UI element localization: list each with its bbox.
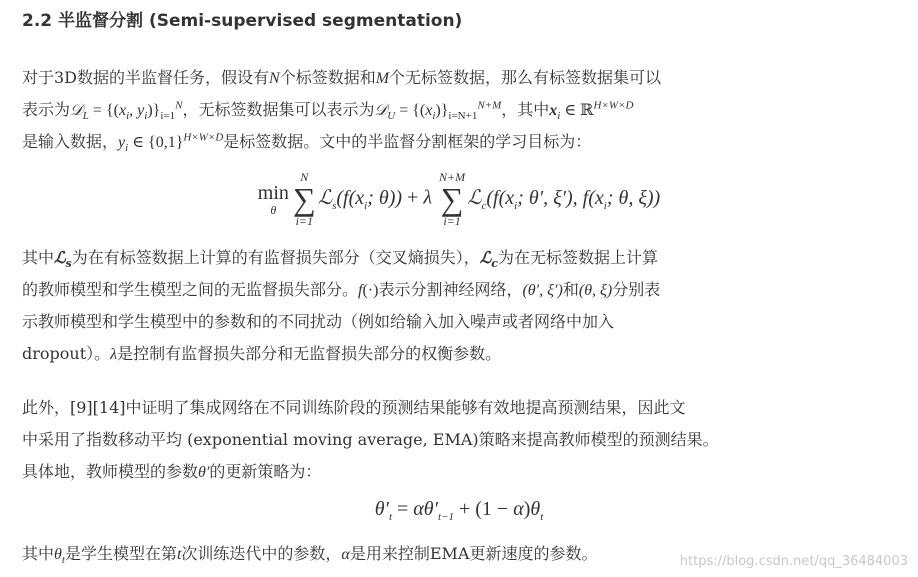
paragraph-4-line-1: 其中$\theta_t$是学生模型在第t次训练迭代中的参数，α是用来控制EMA更新速度的参数。 (22, 544, 598, 567)
text-segment: 个标签数据和 (279, 68, 376, 87)
section-number: 2.2 (22, 11, 53, 31)
paragraph-2-line-3 (22, 306, 902, 338)
text-segment: dropout）。 (22, 344, 111, 363)
text-segment: 是用来控制EMA更新速度的参数。 (349, 544, 598, 563)
paragraph-1-line-3 (22, 126, 902, 158)
unlabeled-set-formula: 𝒟$_U$ = $\{(x_i)\}_{i=N+1}^{N+M}$ (374, 99, 502, 123)
paragraph-3-line-1 (22, 392, 902, 424)
text-segment: 具体地，教师模型的参数 (22, 462, 199, 481)
ema-equation: $\theta'_t = \alpha\theta'_{t-1} + (1 - \alpha)\theta_t$ (374, 498, 544, 523)
text-segment: 分别表 (612, 280, 661, 299)
text-segment: ，无标签数据集可以表示为 (182, 100, 375, 119)
paragraph-3 (22, 392, 902, 488)
paragraph-1 (22, 62, 902, 158)
paragraph-3-line-3: 具体地，教师模型的参数θ′的更新策略为： (22, 462, 322, 481)
text-segment: 对于3D数据的半监督任务，假设有 (22, 68, 270, 87)
text-segment: 的教师模型和学生模型之间的无监督损失部分。 (22, 280, 359, 299)
text-segment: 次训练迭代中的参数， (181, 544, 342, 563)
paragraph-1-line-2 (22, 94, 902, 126)
paragraph-2-line-4: dropout）。λ是控制有监督损失部分和无监督损失部分的权衡参数。 (22, 344, 502, 363)
text-segment: 此外，[9][14]中证明了集成网络在不同训练阶段的预测结果能够有效地提高预测结果，因此文 (22, 398, 686, 417)
section-title-en: (Semi-supervised segmentation) (148, 11, 463, 31)
text-segment: 是标签数据。文中的半监督分割框架的学习目标为： (223, 132, 592, 151)
paragraph-2-line-2: 的教师模型和学生模型之间的无监督损失部分。f(·)表示分割神经网络，(θ′, ξ′)和(θ, ξ)分别表 (22, 280, 661, 299)
paragraph-1-line-1: 对于3D数据的半监督任务，假设有N个标签数据和M个无标签数据，那么有标签数据集可以 (22, 68, 662, 87)
text-segment: 的更新策略为： (209, 462, 322, 481)
input-domain-formula: $x_i$ ∈ ℝ$^{H\times W\times D}$ (549, 99, 634, 123)
text-segment: ，其中 (501, 100, 550, 119)
text-segment: 其中 (22, 544, 55, 563)
paragraph-2 (22, 242, 902, 370)
text-segment: 中采用了指数移动平均 (exponential moving average, EMA)策略来提高教师模型的预测结果。 (22, 430, 719, 449)
watermark: https://blog.csdn.net/qq_36484003 (679, 554, 908, 569)
text-segment: 其中 (22, 248, 55, 267)
objective-equation: min θ N ∑ i=1 $ℒ_s(f(x_i$; θ)) + λ N+M ∑ i=1 $ℒ_c(f(x_i$; θ′, ξ′), $f(x_i$; θ, ξ)) (257, 170, 661, 228)
labeled-set-formula: 𝒟$_L$ = {($x_i$, $y_i)\}_{i=1}^N$ (70, 99, 183, 123)
text-segment: 为在无标签数据上计算 (498, 248, 659, 267)
text-segment: 表示分割神经网络， (378, 280, 523, 299)
paragraph-3-line-2 (22, 424, 902, 456)
text-segment: 是控制有监督损失部分和无监督损失部分的权衡参数。 (117, 344, 502, 363)
text-segment: 表示为 (22, 100, 71, 119)
section-title-cn: 半监督分割 (58, 11, 144, 31)
text-segment: 是输入数据， (22, 132, 119, 151)
text-segment: 为在有标签数据上计算的有监督损失部分（交叉熵损失）， (71, 248, 480, 267)
text-segment: 是学生模型在第 (64, 544, 177, 563)
text-segment: 和 (562, 280, 579, 299)
section-heading (22, 6, 462, 31)
paragraph-2-line-1: 其中ℒ$_s$为在有标签数据上计算的有监督损失部分（交叉熵损失），ℒ$_c$为在无标签数据上计算 (22, 248, 659, 271)
text-segment: 示教师模型和学生模型中的参数和的不同扰动（例如给输入加入噪声或者网络中加入 (22, 312, 615, 331)
text-segment: 个无标签数据，那么有标签数据集可以 (389, 68, 662, 87)
label-domain-formula: $y_i$ ∈ $\{0,1\}^{H\times W\times D}$ (118, 131, 224, 155)
